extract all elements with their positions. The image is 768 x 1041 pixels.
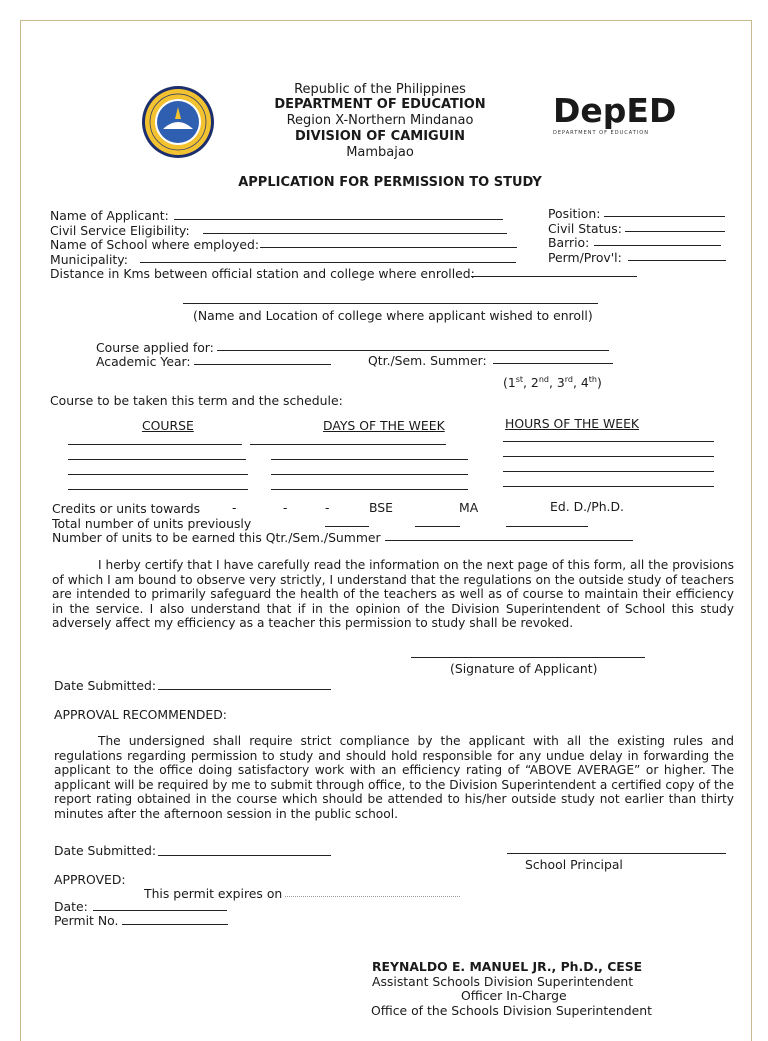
schedule-days-line[interactable] bbox=[271, 474, 468, 475]
ordinal-1-suffix: st bbox=[515, 374, 524, 384]
approval-date-field[interactable] bbox=[93, 910, 227, 911]
town-line: Mambajao bbox=[346, 145, 414, 160]
signatory-office: Office of the Schools Division Superintendent bbox=[371, 1003, 652, 1018]
schedule-hours-line[interactable] bbox=[503, 456, 714, 457]
schedule-course-line[interactable] bbox=[68, 489, 248, 490]
schedule-days-line[interactable] bbox=[271, 489, 468, 490]
date-submitted-2-label: Date Submitted: bbox=[54, 843, 157, 858]
schedule-course-line[interactable] bbox=[68, 444, 242, 445]
deped-logo bbox=[553, 92, 683, 142]
qtr-sem-label: Qtr./Sem. Summer: bbox=[368, 353, 487, 368]
perm-prov-field[interactable] bbox=[628, 260, 726, 261]
total-units-edd-field[interactable] bbox=[506, 526, 588, 527]
hours-column-header: HOURS OF THE WEEK bbox=[505, 416, 640, 431]
academic-year-label: Academic Year: bbox=[96, 354, 191, 369]
dash: - bbox=[232, 500, 237, 515]
principal-caption: School Principal bbox=[525, 857, 623, 872]
ordinal-3-suffix: rd bbox=[564, 374, 573, 384]
schedule-days-line[interactable] bbox=[271, 459, 468, 460]
college-caption: (Name and Location of college where applicant wished to enroll) bbox=[193, 308, 593, 323]
civil-service-eligibility-label: Civil Service Eligibility: bbox=[50, 223, 190, 238]
total-units-label: Total number of units previously bbox=[52, 516, 252, 531]
municipality-field[interactable] bbox=[140, 262, 516, 263]
republic-line: Republic of the Philippines bbox=[294, 82, 466, 97]
perm-prov-label: Perm/Prov'l: bbox=[548, 250, 622, 265]
bse-label: BSE bbox=[369, 500, 393, 515]
school-employed-field[interactable] bbox=[260, 247, 517, 248]
principal-signature-field[interactable] bbox=[507, 853, 726, 854]
ordinal-note: (1st, 2nd, 3rd, 4th) bbox=[503, 374, 602, 390]
ma-label: MA bbox=[459, 500, 479, 515]
total-units-ma-field[interactable] bbox=[415, 526, 460, 527]
ordinal-2-suffix: nd bbox=[538, 374, 549, 384]
division-seal-logo bbox=[141, 85, 215, 159]
division-line: DIVISION OF CAMIGUIN bbox=[295, 129, 465, 144]
credits-label: Credits or units towards bbox=[52, 501, 201, 516]
date-submitted-label: Date Submitted: bbox=[54, 678, 157, 693]
signatory-name: REYNALDO E. MANUEL JR., Ph.D., CESE bbox=[372, 959, 643, 974]
date-label: Date: bbox=[54, 899, 88, 914]
permit-no-field[interactable] bbox=[122, 924, 228, 925]
barrio-field[interactable] bbox=[594, 245, 721, 246]
qtr-sem-field[interactable] bbox=[493, 363, 613, 364]
course-column-header: COURSE bbox=[142, 418, 194, 433]
approved-label: APPROVED: bbox=[54, 872, 126, 887]
ordinal-2: , 2 bbox=[523, 375, 539, 390]
barrio-label: Barrio: bbox=[548, 235, 590, 250]
dash: - bbox=[283, 500, 288, 515]
schedule-hours-line[interactable] bbox=[503, 441, 714, 442]
schedule-hours-line[interactable] bbox=[503, 486, 714, 487]
civil-status-field[interactable] bbox=[625, 231, 725, 232]
college-field[interactable] bbox=[183, 303, 598, 304]
ordinal-3: , 3 bbox=[548, 375, 565, 390]
school-employed-label: Name of School where employed: bbox=[50, 237, 260, 252]
applicant-signature-field[interactable] bbox=[411, 657, 645, 658]
municipality-label: Municipality: bbox=[50, 252, 128, 267]
edd-phd-label: Ed. D./Ph.D. bbox=[550, 499, 624, 514]
signatory-oic: Officer In-Charge bbox=[461, 988, 567, 1003]
dash: - bbox=[325, 500, 330, 515]
course-applied-field[interactable] bbox=[217, 350, 609, 351]
distance-field[interactable] bbox=[471, 276, 637, 277]
civil-service-eligibility-field[interactable] bbox=[203, 233, 507, 234]
schedule-course-line[interactable] bbox=[68, 459, 246, 460]
region-line: Region X-Northern Mindanao bbox=[286, 113, 474, 128]
signatory-title: Assistant Schools Division Superintendent bbox=[372, 974, 634, 989]
name-of-applicant-label: Name of Applicant: bbox=[50, 208, 169, 223]
ordinal-1: 1 bbox=[507, 375, 516, 390]
approval-recommended-label: APPROVAL RECOMMENDED: bbox=[54, 707, 227, 722]
permit-no-label: Permit No. bbox=[54, 913, 119, 928]
ordinal-4-suffix: th bbox=[588, 374, 597, 384]
academic-year-field[interactable] bbox=[194, 364, 331, 365]
deped-logo-subtext: DEPARTMENT OF EDUCATION bbox=[553, 130, 649, 136]
units-to-earn-label: Number of units to be earned this Qtr./Sem./Summer bbox=[52, 530, 381, 545]
date-submitted-2-field[interactable] bbox=[158, 855, 331, 856]
permit-expiry-field[interactable] bbox=[285, 896, 460, 897]
position-field[interactable] bbox=[604, 216, 725, 217]
course-applied-label: Course applied for: bbox=[96, 340, 214, 355]
units-to-earn-field[interactable] bbox=[385, 540, 633, 541]
form-title: APPLICATION FOR PERMISSION TO STUDY bbox=[238, 175, 542, 190]
certification-paragraph: I herby certify that I have carefully read the information on the next page of this form, all the provisions of which I am bound to observe very strictly, I understand that the regulations on the outside study of teachers are intended to primarily safeguard the health of the teachers as well as of course to maintain their efficiency in the service. I also understand that if in the opinion of the Division Superintendent of School this study adversely affect my efficiency as a teacher this permission to study shall be revoked. bbox=[52, 558, 734, 631]
undertaking-paragraph: The undersigned shall require strict compliance by the applicant with all the existing rules and regulations regarding permission to study and should hold responsible for any undue delay in forwarding the applicant to the office doing satisfactory work with an efficiency rating of “ABOVE AVERAGE” or higher. The applicant will be required by me to submit through office, to the Division Superintendent a certified copy of the report rating obtained in the course which should be attended to his/her outside study not earlier than thirty minutes after the afternoon session in the public school. bbox=[54, 734, 734, 821]
schedule-hours-line[interactable] bbox=[503, 471, 714, 472]
position-label: Position: bbox=[548, 206, 601, 221]
distance-label: Distance in Kms between official station and college where enrolled: bbox=[50, 266, 475, 281]
schedule-intro: Course to be taken this term and the schedule: bbox=[50, 393, 343, 408]
days-column-header: DAYS OF THE WEEK bbox=[323, 418, 445, 433]
schedule-course-line[interactable] bbox=[68, 474, 248, 475]
name-of-applicant-field[interactable] bbox=[174, 219, 503, 220]
civil-status-label: Civil Status: bbox=[548, 221, 622, 236]
schedule-days-line[interactable] bbox=[250, 444, 446, 445]
ordinal-4: , 4 bbox=[572, 375, 589, 390]
permit-expires-label: This permit expires on bbox=[144, 886, 283, 901]
signature-caption: (Signature of Applicant) bbox=[450, 661, 598, 676]
date-submitted-field[interactable] bbox=[158, 689, 331, 690]
total-units-bse-field[interactable] bbox=[325, 526, 369, 527]
department-line: DEPARTMENT OF EDUCATION bbox=[274, 97, 486, 112]
deped-logo-text: DepED bbox=[553, 91, 677, 130]
